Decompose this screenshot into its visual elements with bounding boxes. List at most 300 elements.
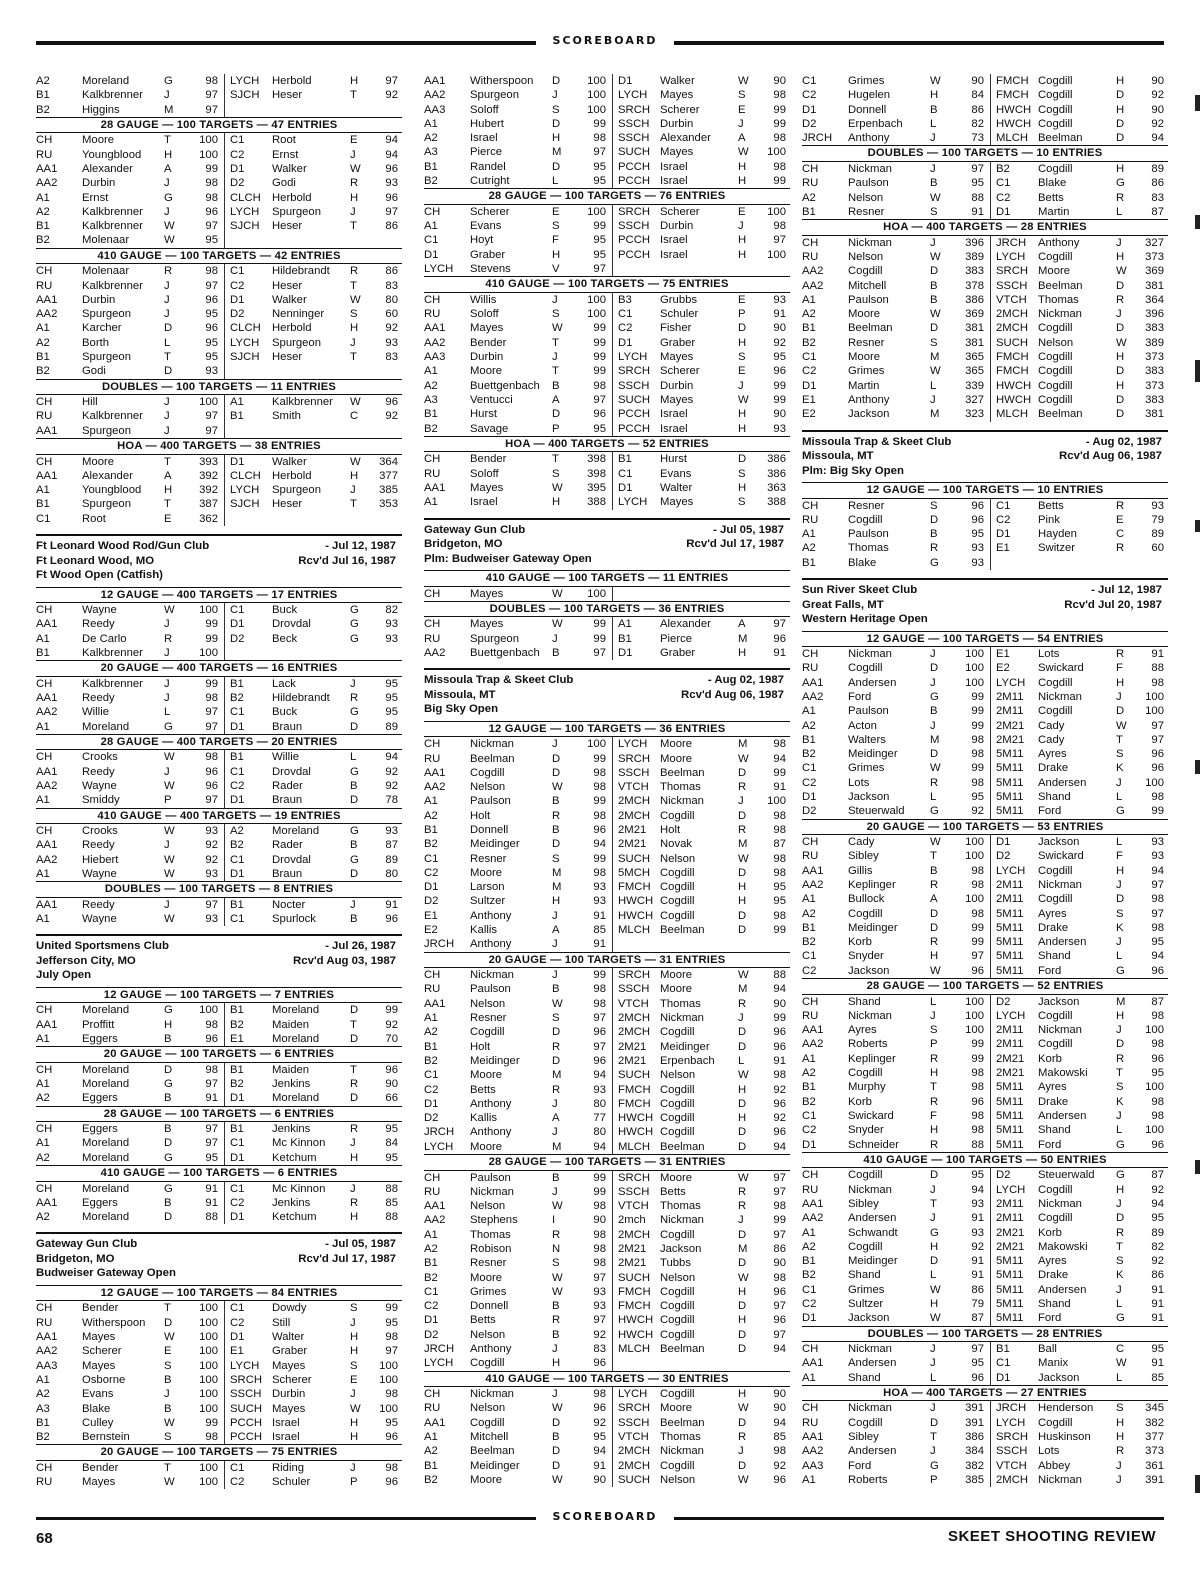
class-cell: B2 xyxy=(424,175,438,188)
initial-cell: L xyxy=(930,117,937,130)
score-cell: 100 xyxy=(199,1316,218,1329)
class-cell: C1 xyxy=(230,913,245,926)
score-cell: 96 xyxy=(205,779,218,792)
score-cell: 364 xyxy=(379,455,398,468)
initial-cell: G xyxy=(1116,177,1125,190)
result-row xyxy=(36,148,402,162)
class-cell: AA1 xyxy=(36,765,58,778)
initial-cell: T xyxy=(350,89,357,102)
score-cell: 98 xyxy=(773,1069,786,1082)
result-row xyxy=(802,279,1168,293)
shooter-name-cell: Savage xyxy=(470,422,509,435)
initial-cell: H xyxy=(930,89,939,102)
class-cell: B2 xyxy=(36,365,50,378)
score-cell: 98 xyxy=(205,191,218,204)
initial-cell: J xyxy=(1116,236,1122,249)
class-cell: B1 xyxy=(36,498,50,511)
shooter-name-cell: Herbold xyxy=(272,191,312,204)
initial-cell: J xyxy=(930,393,936,406)
score-cell: 95 xyxy=(385,1416,398,1429)
initial-cell: J xyxy=(350,1137,356,1150)
score-cell: 353 xyxy=(379,498,398,511)
result-row xyxy=(36,1475,402,1489)
column-divider xyxy=(612,1271,613,1285)
scan-edge-mark xyxy=(1195,215,1200,229)
shooter-name-cell: Mc Kinnon xyxy=(272,1182,326,1195)
initial-cell: R xyxy=(1116,499,1125,512)
initial-cell: W xyxy=(738,752,749,765)
initial-cell: F xyxy=(930,1109,937,1122)
initial-cell: J xyxy=(738,795,744,808)
initial-cell: H xyxy=(164,1018,173,1031)
initial-cell: D xyxy=(164,1137,173,1150)
shooter-name-cell: Grimes xyxy=(848,365,885,378)
initial-cell: S xyxy=(930,499,938,512)
initial-cell: W xyxy=(930,308,941,321)
class-cell: C1 xyxy=(230,1182,245,1195)
column-divider xyxy=(612,937,613,951)
initial-cell: S xyxy=(350,1359,358,1372)
club-line xyxy=(36,539,402,554)
column-divider xyxy=(224,793,225,807)
initial-cell: H xyxy=(164,148,173,161)
initial-cell: H xyxy=(738,1388,747,1401)
score-cell: 377 xyxy=(1145,1431,1164,1444)
class-cell: B1 xyxy=(36,351,50,364)
initial-cell: W xyxy=(552,618,563,631)
score-cell: 100 xyxy=(199,604,218,617)
column-divider xyxy=(990,407,991,421)
class-cell: A2 xyxy=(802,191,816,204)
initial-cell: W xyxy=(738,969,749,982)
score-cell: 387 xyxy=(199,498,218,511)
shooter-name-cell: Anthony xyxy=(848,393,890,406)
initial-cell: W xyxy=(164,1331,175,1344)
result-row xyxy=(802,864,1168,878)
class-cell: SSCH xyxy=(996,279,1028,292)
initial-cell: J xyxy=(930,162,936,175)
class-cell: A2 xyxy=(424,379,438,392)
shooter-name-cell: Cogdill xyxy=(1038,893,1073,906)
column-divider xyxy=(990,1430,991,1444)
event-header: 410 GAUGE — 400 TARGETS — 19 ENTRIES xyxy=(36,808,402,825)
class-cell: CH xyxy=(36,1182,53,1195)
shooter-name-cell: Israel xyxy=(660,160,688,173)
initial-cell: D xyxy=(738,1328,747,1341)
shooter-name-cell: Shand xyxy=(1038,790,1071,803)
result-row xyxy=(802,205,1168,219)
club-line xyxy=(36,954,402,969)
column-divider xyxy=(224,395,225,409)
shooter-name-cell: Smith xyxy=(272,410,301,423)
result-row xyxy=(424,117,790,131)
initial-cell: M xyxy=(552,1069,562,1082)
score-cell: 89 xyxy=(385,853,398,866)
initial-cell: T xyxy=(164,1302,171,1315)
score-cell: 85 xyxy=(385,1196,398,1209)
result-row xyxy=(424,809,790,823)
class-cell: PCCH xyxy=(618,175,651,188)
class-cell: A1 xyxy=(802,293,816,306)
column-divider xyxy=(612,1213,613,1227)
column-divider xyxy=(612,1444,613,1458)
score-cell: 373 xyxy=(1145,351,1164,364)
shooter-name-cell: Hurst xyxy=(660,453,687,466)
class-cell: HWCH xyxy=(618,1126,654,1139)
result-row xyxy=(36,74,402,88)
shooter-name-cell: Anthony xyxy=(470,1126,512,1139)
score-cell: 383 xyxy=(1145,393,1164,406)
score-cell: 87 xyxy=(1151,205,1164,218)
class-cell: RU xyxy=(802,513,819,526)
initial-cell: S xyxy=(552,1257,560,1270)
result-row xyxy=(424,880,790,894)
shooter-name-cell: Nelson xyxy=(660,1473,696,1486)
result-row xyxy=(424,88,790,102)
score-cell: 99 xyxy=(593,618,606,631)
column-divider xyxy=(990,949,991,963)
received-date: Rcv'd Jul 17, 1987 xyxy=(298,1252,396,1265)
score-cell: 100 xyxy=(965,995,984,1008)
column-divider xyxy=(612,1140,613,1154)
shooter-name-cell: Cogdill xyxy=(1038,393,1073,406)
shooter-name-cell: Kalkbrenner xyxy=(82,646,143,659)
shooter-name-cell: Roberts xyxy=(848,1038,888,1051)
result-row xyxy=(36,336,402,350)
column-divider xyxy=(612,866,613,880)
initial-cell: W xyxy=(1116,719,1127,732)
initial-cell: W xyxy=(930,365,941,378)
score-cell: 100 xyxy=(1145,776,1164,789)
class-cell: D1 xyxy=(230,293,245,306)
score-cell: 99 xyxy=(971,1038,984,1051)
result-row xyxy=(36,1091,402,1105)
class-cell: AA1 xyxy=(802,1357,824,1370)
class-cell: 2MCH xyxy=(618,1459,651,1472)
initial-cell: R xyxy=(1116,542,1125,555)
class-cell: B2 xyxy=(424,422,438,435)
column-divider xyxy=(990,513,991,527)
class-cell: RU xyxy=(802,850,819,863)
class-cell: CH xyxy=(36,1004,53,1017)
initial-cell: W xyxy=(552,587,563,600)
score-cell: 398 xyxy=(587,453,606,466)
score-cell: 98 xyxy=(205,1431,218,1444)
initial-cell: D xyxy=(350,1004,359,1017)
shooter-name-cell: Cogdill xyxy=(848,1416,883,1429)
class-cell: D1 xyxy=(230,1211,245,1224)
club-location: Missoula, MT xyxy=(802,450,874,463)
class-cell: B1 xyxy=(424,1040,438,1053)
initial-cell: G xyxy=(930,690,939,703)
class-cell: AA3 xyxy=(36,1359,58,1372)
score-cell: 98 xyxy=(593,781,606,794)
initial-cell: H xyxy=(350,1151,359,1164)
initial-cell: H xyxy=(738,234,747,247)
column-divider xyxy=(224,350,225,364)
initial-cell: G xyxy=(164,1078,173,1091)
club-name: Missoula Trap & Skeet Club xyxy=(424,674,574,687)
score-cell xyxy=(756,937,786,951)
class-cell: RU xyxy=(36,1316,53,1329)
score-cell: 97 xyxy=(385,75,398,87)
score-cell: 100 xyxy=(767,205,786,218)
initial-cell: S xyxy=(552,1012,560,1025)
score-cell: 97 xyxy=(593,1314,606,1327)
class-cell: HWCH xyxy=(618,1314,654,1327)
magazine-title: SKEET SHOOTING REVIEW xyxy=(947,1528,1156,1545)
shooter-name-cell: Kalkbrenner xyxy=(272,396,333,409)
class-cell: A2 xyxy=(802,1240,816,1253)
shooter-name-cell: Meidinger xyxy=(848,921,898,934)
score-cell: 85 xyxy=(773,1431,786,1444)
result-row xyxy=(424,852,790,866)
column-divider xyxy=(612,1313,613,1327)
column-divider xyxy=(990,1080,991,1094)
initial-cell xyxy=(350,364,368,378)
initial-cell: G xyxy=(350,632,359,645)
shooter-name-cell: Drake xyxy=(1038,1269,1069,1282)
result-row xyxy=(424,1299,790,1313)
column-divider xyxy=(990,1109,991,1123)
shooter-name-cell: Hildebrandt xyxy=(272,692,330,704)
score-cell: 93 xyxy=(593,895,606,908)
score-cell: 96 xyxy=(1151,748,1164,761)
result-row xyxy=(424,422,790,436)
score-cell: 100 xyxy=(767,146,786,159)
score-cell: 95 xyxy=(593,234,606,247)
class-cell: 5M11 xyxy=(996,790,1024,803)
shooter-name-cell: Herbold xyxy=(272,75,312,87)
initial-cell: W xyxy=(350,162,361,175)
result-row xyxy=(424,350,790,364)
event-header: 20 GAUGE — 100 TARGETS — 31 ENTRIES xyxy=(424,952,790,969)
club-name: Gateway Gun Club xyxy=(36,1238,138,1251)
class-cell: AA2 xyxy=(36,308,58,321)
shooter-name-cell: Swickard xyxy=(848,1109,894,1122)
score-cell: 90 xyxy=(773,322,786,335)
shooter-name-cell: Shand xyxy=(848,1269,881,1282)
score-cell: 97 xyxy=(205,1078,218,1091)
score-cell: 91 xyxy=(971,1255,984,1268)
result-row xyxy=(36,617,402,631)
class-cell: A2 xyxy=(424,1445,438,1458)
class-cell: CH xyxy=(424,1171,441,1184)
result-row xyxy=(36,176,402,190)
score-cell: 95 xyxy=(1151,1067,1164,1080)
score-cell xyxy=(368,512,398,526)
result-row xyxy=(424,1242,790,1256)
initial-cell: D xyxy=(930,1416,939,1429)
shooter-name-cell: Jackson xyxy=(660,1243,702,1255)
initial-cell: J xyxy=(738,379,744,392)
score-cell: 98 xyxy=(971,1067,984,1080)
initial-cell: G xyxy=(350,853,359,866)
class-cell: D2 xyxy=(996,995,1011,1008)
column-divider xyxy=(990,804,991,818)
shooter-name-cell: Cady xyxy=(848,836,875,849)
class-cell: HWCH xyxy=(618,895,654,908)
column-divider xyxy=(612,1430,613,1444)
initial-cell: D xyxy=(738,322,747,335)
result-row xyxy=(424,336,790,350)
event-header: 20 GAUGE — 100 TARGETS — 75 ENTRIES xyxy=(36,1444,402,1461)
initial-cell: K xyxy=(1116,1269,1124,1282)
shooter-name-cell: Nickman xyxy=(848,1402,892,1415)
score-cell: 97 xyxy=(1151,878,1164,891)
score-cell: 92 xyxy=(385,322,398,335)
score-cell: 100 xyxy=(1145,1124,1164,1137)
score-cell: 88 xyxy=(385,1211,398,1224)
shooter-name-cell: Scherer xyxy=(82,1345,122,1358)
score-cell: 97 xyxy=(205,89,218,102)
score-cell: 92 xyxy=(593,1328,606,1341)
shooter-name-cell: Reedy xyxy=(82,618,115,631)
initial-cell: D xyxy=(738,1140,747,1153)
initial-cell: J xyxy=(930,719,936,732)
class-cell: AA3 xyxy=(424,103,446,116)
class-cell: AA2 xyxy=(802,1445,824,1458)
column-divider xyxy=(224,1475,225,1489)
shooter-name-cell: Israel xyxy=(660,175,688,188)
initial-cell: M xyxy=(738,632,748,645)
class-cell: VTCH xyxy=(996,293,1027,306)
column-divider xyxy=(224,617,225,631)
class-cell: AA2 xyxy=(36,1345,58,1358)
class-cell: CH xyxy=(36,1063,53,1076)
initial-cell: R xyxy=(350,177,359,190)
score-cell: 98 xyxy=(593,983,606,996)
class-cell: PCCH xyxy=(618,234,651,247)
initial-cell: D xyxy=(1116,132,1125,145)
shooter-name-cell: Moreland xyxy=(82,1063,130,1076)
score-cell: 96 xyxy=(593,1026,606,1039)
result-row xyxy=(802,1211,1168,1225)
class-cell: A2 xyxy=(36,1151,50,1164)
column-divider xyxy=(990,1123,991,1137)
club-location: Bridgeton, MO xyxy=(36,1252,115,1265)
column-divider xyxy=(612,233,613,247)
score-cell: 91 xyxy=(593,938,606,951)
score-cell: 89 xyxy=(1151,1226,1164,1239)
score-cell: 97 xyxy=(593,146,606,159)
score-cell: 97 xyxy=(593,263,606,276)
column-divider xyxy=(990,1416,991,1430)
column-divider xyxy=(224,750,225,764)
shooter-name-cell: Paulson xyxy=(848,528,889,541)
shooter-name-cell: Hugelen xyxy=(848,89,891,102)
class-cell: RU xyxy=(36,148,53,161)
column-divider xyxy=(612,364,613,378)
shooter-name-cell: Lots xyxy=(1038,1445,1060,1458)
shooter-name-cell: Israel xyxy=(660,422,688,435)
initial-cell: J xyxy=(930,1402,936,1415)
shooter-name-cell: Sibley xyxy=(848,1431,879,1444)
shooter-name-cell: Grimes xyxy=(470,1285,507,1298)
score-cell: 94 xyxy=(1151,950,1164,963)
class-cell: AA2 xyxy=(802,690,824,703)
score-cell: 91 xyxy=(593,1459,606,1472)
column-divider xyxy=(612,1125,613,1139)
class-cell: CH xyxy=(802,499,819,512)
initial-cell: S xyxy=(1116,907,1124,920)
result-row xyxy=(802,364,1168,378)
shooter-name-cell: Alexander xyxy=(82,162,133,175)
score-cell: 97 xyxy=(205,794,218,807)
column-divider xyxy=(990,307,991,321)
shooter-name-cell: Anthony xyxy=(470,909,512,922)
initial-cell: D xyxy=(1116,1212,1125,1225)
column-divider xyxy=(612,1416,613,1430)
result-row xyxy=(802,350,1168,364)
club-line xyxy=(36,1237,402,1252)
class-cell: C1 xyxy=(618,308,633,321)
initial-cell: D xyxy=(350,794,359,807)
score-cell: 93 xyxy=(385,336,398,349)
class-cell: FMCH xyxy=(618,1285,651,1298)
column-divider xyxy=(612,1401,613,1415)
shooter-name-cell: Moore xyxy=(660,1402,693,1415)
initial-cell: J xyxy=(738,1012,744,1025)
shoot-date: - Jul 26, 1987 xyxy=(325,940,396,953)
class-cell: SSCH xyxy=(230,1388,262,1401)
shooter-name-cell: Cogdill xyxy=(1038,322,1073,335)
score-cell: 388 xyxy=(587,496,606,509)
column-divider xyxy=(612,894,613,908)
shooter-name-cell: Mayes xyxy=(660,393,694,406)
initial-cell: S xyxy=(738,467,746,480)
shooter-name-cell: Culley xyxy=(82,1416,114,1429)
footer-rule-left xyxy=(36,1517,536,1520)
result-row xyxy=(802,379,1168,393)
score-cell: 96 xyxy=(385,913,398,926)
column-divider xyxy=(990,556,991,570)
score-cell: 98 xyxy=(205,1063,218,1076)
initial-cell: H xyxy=(1116,103,1125,116)
initial-cell: D xyxy=(552,1445,561,1458)
result-row xyxy=(802,676,1168,690)
class-cell: AA2 xyxy=(424,1214,446,1227)
shooter-name-cell: Hubert xyxy=(470,117,504,130)
score-cell: 97 xyxy=(385,205,398,218)
column-divider xyxy=(612,752,613,766)
column-divider xyxy=(990,1009,991,1023)
shooter-name-cell: Cogdill xyxy=(848,1169,883,1182)
initial-cell: H xyxy=(1116,250,1125,263)
score-cell: 82 xyxy=(1151,1240,1164,1253)
column-divider xyxy=(990,1254,991,1268)
shooter-name-cell: Andersen xyxy=(848,1212,897,1225)
result-row xyxy=(424,1401,790,1415)
class-cell: A1 xyxy=(802,893,816,906)
column-divider xyxy=(612,997,613,1011)
result-row xyxy=(424,1068,790,1082)
class-cell: 2MCH xyxy=(996,1473,1029,1486)
result-row xyxy=(36,205,402,219)
shooter-name-cell: Meidinger xyxy=(470,838,520,851)
initial-cell: M xyxy=(552,1140,562,1153)
score-cell: 100 xyxy=(587,308,606,321)
result-row xyxy=(802,103,1168,117)
shooter-name-cell: Erpenbach xyxy=(848,117,903,130)
result-row xyxy=(36,793,402,807)
column-divider xyxy=(612,1083,613,1097)
shooter-name-cell: Ernst xyxy=(272,148,299,161)
result-row xyxy=(802,995,1168,1009)
initial-cell: H xyxy=(350,75,359,87)
class-cell: PCCH xyxy=(230,1416,263,1429)
shooter-name-cell: Mitchell xyxy=(470,1431,509,1444)
